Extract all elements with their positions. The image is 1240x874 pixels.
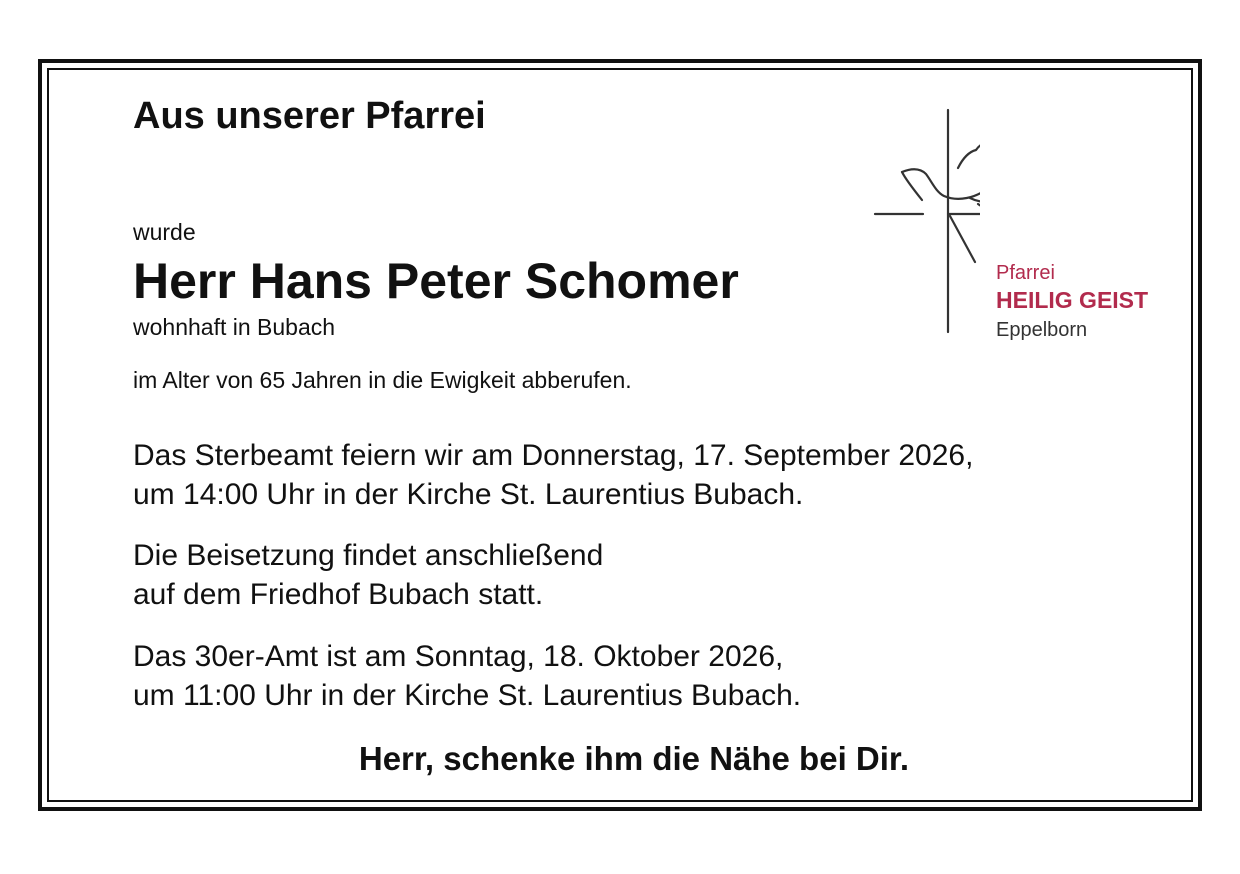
requiem-line: um 14:00 Uhr in der Kirche St. Laurentius Bubach. xyxy=(133,478,804,511)
memorial-paragraph xyxy=(133,637,801,715)
burial-line: auf dem Friedhof Bubach statt. xyxy=(133,578,544,611)
requiem-paragraph xyxy=(133,436,973,514)
memorial-line: um 11:00 Uhr in der Kirche St. Laurentius Bubach. xyxy=(133,679,802,712)
burial-line: Die Beisetzung findet anschließend xyxy=(133,539,604,572)
residence-line: wohnhaft in Bubach xyxy=(133,314,336,340)
requiem-line: Das Sterbeamt feiern wir am Donnerstag, 17. September 2026, xyxy=(133,439,974,472)
memorial-line: Das 30er-Amt ist am Sonntag, 18. Oktober 2026, xyxy=(133,640,784,673)
notice-heading: Aus unserer Pfarrei xyxy=(133,95,486,137)
closing-prayer: Herr, schenke ihm die Nähe bei Dir. xyxy=(358,740,910,777)
age-line: im Alter von 65 Jahren in die Ewigkeit abberufen. xyxy=(133,367,632,393)
logo-line-heilig-geist: HEILIG GEIST xyxy=(996,287,1149,313)
deceased-name: Herr Hans Peter Schomer xyxy=(133,253,739,309)
burial-paragraph xyxy=(133,536,603,614)
notice-wurde: wurde xyxy=(133,219,196,245)
logo-line-eppelborn: Eppelborn xyxy=(996,319,1088,341)
cross-dove-icon xyxy=(860,100,980,340)
logo-line-pfarrei: Pfarrei xyxy=(996,262,1055,284)
